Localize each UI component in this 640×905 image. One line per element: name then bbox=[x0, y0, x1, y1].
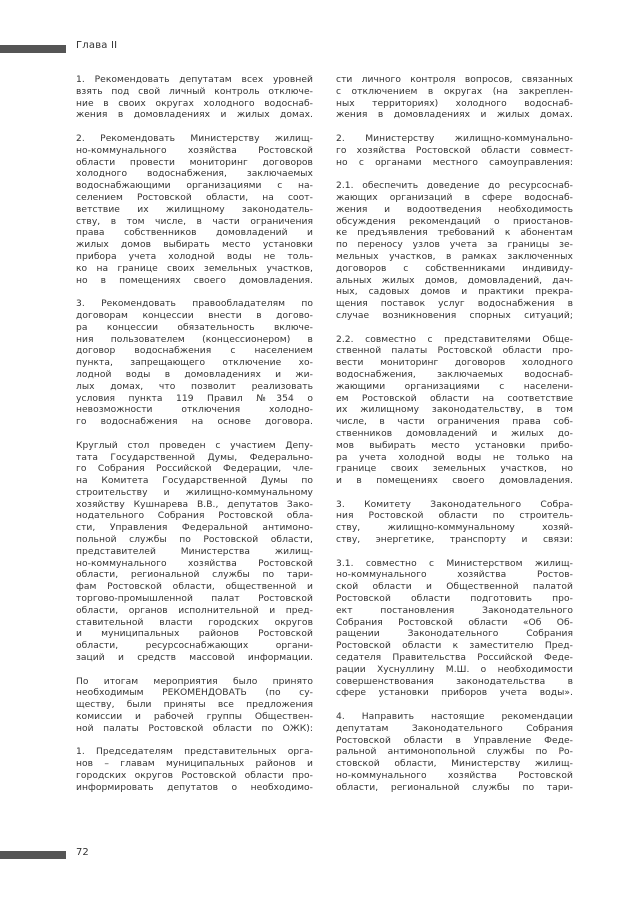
text-line: границе своих земельных участков, но bbox=[336, 464, 573, 475]
text-line: взять под свой личный контроль отключе- bbox=[76, 86, 313, 97]
text-line: водоснабжающими организациями с на- bbox=[76, 181, 313, 192]
text-line: селением Ростовской области, на соот- bbox=[76, 192, 313, 203]
text-line: Круглый стол проведен с участием Депу- bbox=[76, 440, 313, 451]
text-line: депутатам Законодательного Собрания bbox=[336, 723, 573, 734]
text-line: лых домах, что позволит реализовать bbox=[76, 381, 313, 392]
text-line: совершенствования законодательства в bbox=[336, 676, 573, 687]
text-line: ных территориях) холодного водоснаб- bbox=[336, 98, 573, 109]
text-line: договорам концессии внести в догово- bbox=[76, 310, 313, 321]
text-line: 2.1. обеспечить доведение до ресурсоснаб- bbox=[336, 181, 573, 192]
text-line: ветствие их жилищному законодатель- bbox=[76, 204, 313, 215]
text-line: заций и средств массовой информации. bbox=[76, 653, 313, 664]
text-line: 1. Председателям представительных орга- bbox=[76, 747, 313, 758]
text-line: стовской области, Министерству жилищ- bbox=[336, 759, 573, 770]
text-line: ставительной власти городских округов bbox=[76, 617, 313, 628]
header-decoration-bar bbox=[0, 45, 66, 53]
text-line: сти, Управления Федеральной антимоно- bbox=[76, 523, 313, 534]
text-line: торгово-промышленной палат Ростовской bbox=[76, 594, 313, 605]
text-line: строительству и жилищно-коммунальному bbox=[76, 487, 313, 498]
text-line: представителей Министерства жилищ- bbox=[76, 546, 313, 557]
text-line: обсуждения рекомендаций о приостанов- bbox=[336, 216, 573, 227]
text-line: жения и водоотведения необходимость bbox=[336, 204, 573, 215]
text-line: ра учета холодной воды не только на bbox=[336, 452, 573, 463]
text-line: вести мониторинг договоров холодного bbox=[336, 358, 573, 369]
text-line: ных, садовых домов и практики прекра- bbox=[336, 287, 573, 298]
page-number: 72 bbox=[76, 847, 89, 858]
text-line: нодательного Собрания Ростовской обла- bbox=[76, 511, 313, 522]
paragraph bbox=[336, 712, 573, 795]
text-line: Ростовской области к заместителю Пред- bbox=[336, 641, 573, 652]
text-line: 3. Комитету Законодательного Собра- bbox=[336, 499, 573, 510]
text-line: права собственников домовладений и bbox=[76, 228, 313, 239]
text-line: мов выбирать место установки прибо- bbox=[336, 440, 573, 451]
text-line: ственников домовладений и жилых до- bbox=[336, 428, 573, 439]
text-line: жающих организаций в сфере водоснаб- bbox=[336, 192, 573, 203]
text-line: ем Ростовской области на соответствие bbox=[336, 393, 573, 404]
text-line: информировать депутатов о необходимо- bbox=[76, 782, 313, 793]
text-line: 3. Рекомендовать правообладателям по bbox=[76, 299, 313, 310]
text-line: щения поставок услуг водоснабжения в bbox=[336, 299, 573, 310]
text-line: 2. Министерству жилищно-коммунально- bbox=[336, 133, 573, 144]
text-line: сти личного контроля вопросов, связанных bbox=[336, 75, 573, 85]
paragraph bbox=[336, 75, 573, 122]
text-line: польной службы по Ростовской области, bbox=[76, 535, 313, 546]
text-line: ра концессии обязательность включе- bbox=[76, 322, 313, 333]
text-line: но-коммунального хозяйства Ростовской bbox=[76, 558, 313, 569]
paragraph bbox=[76, 677, 313, 736]
text-line: прибора учета холодной воды не толь- bbox=[76, 251, 313, 262]
paragraph bbox=[76, 441, 313, 665]
text-line: ке предъявления требований к абонентам bbox=[336, 228, 573, 239]
paragraph bbox=[336, 134, 573, 169]
text-line: жения в домовладениях и жилых домах. bbox=[76, 110, 313, 121]
text-line: ственной палаты Ростовской области про- bbox=[336, 346, 573, 357]
text-line: и в помещениях своего домовладения. bbox=[336, 476, 573, 487]
text-line: городских округов Ростовской области про- bbox=[76, 771, 313, 782]
text-line: ществу, были приняты все предложения bbox=[76, 700, 313, 711]
text-line: на Комитета Государственной Думы по bbox=[76, 476, 313, 487]
paragraph bbox=[336, 181, 573, 323]
text-line: 1. Рекомендовать депутатам всех уровней bbox=[76, 75, 313, 85]
text-line: пункта, запрещающего отключение хо- bbox=[76, 358, 313, 369]
text-line: области, ресурсоснабжающих органи- bbox=[76, 641, 313, 652]
text-line: ния пользователем (концессионером) в bbox=[76, 334, 313, 345]
chapter-title: Глава II bbox=[76, 40, 118, 51]
text-line: 2. Рекомендовать Министерству жилищ- bbox=[76, 133, 313, 144]
text-line: нов – главам муниципальных районов и bbox=[76, 759, 313, 770]
text-line: 4. Направить настоящие рекомендации bbox=[336, 712, 573, 723]
text-line: комиссии и рабочей группы Обществен- bbox=[76, 712, 313, 723]
text-line: но-коммунального хозяйства Ростов- bbox=[336, 570, 573, 581]
text-line: жающими организациями с населени- bbox=[336, 381, 573, 392]
text-line: го хозяйства Ростовской области совмест- bbox=[336, 145, 573, 156]
text-line: ект постановления Законодательного bbox=[336, 605, 573, 616]
text-line: фам Ростовской области, общественной и bbox=[76, 582, 313, 593]
text-line: числе, в части ограничения права соб- bbox=[336, 417, 573, 428]
right-column bbox=[336, 75, 573, 806]
text-line: случае возникновения спорных ситуаций; bbox=[336, 310, 573, 321]
text-line: ко на границе своих земельных участков, bbox=[76, 263, 313, 274]
text-line: седателя Правительства Российской Феде- bbox=[336, 653, 573, 664]
paragraph bbox=[336, 335, 573, 488]
text-line: ной палаты Ростовской области по ОЖК): bbox=[76, 723, 313, 734]
text-line: сфере установки приборов учета воды». bbox=[336, 688, 573, 699]
text-line: го Собрания Российской Федерации, чле- bbox=[76, 464, 313, 475]
text-line: но с органами местного самоуправления: bbox=[336, 157, 573, 168]
text-line: области, региональной службы по тари- bbox=[336, 782, 573, 793]
text-line: водоснабжения, заключаемых водоснаб- bbox=[336, 369, 573, 380]
paragraph bbox=[336, 559, 573, 701]
text-line: области, органов исполнительной и пред- bbox=[76, 605, 313, 616]
text-line: области провести мониторинг договоров bbox=[76, 157, 313, 168]
left-column bbox=[76, 75, 313, 806]
text-line: необходимым РЕКОМЕНДОВАТЬ (по су- bbox=[76, 688, 313, 699]
text-line: лодной воды в домовладениях и жи- bbox=[76, 369, 313, 380]
text-line: условия пункта 119 Правил №354 о bbox=[76, 393, 313, 404]
text-line: ния Ростовской области по строитель- bbox=[336, 511, 573, 522]
text-line: тата Государственной Думы, Федерально- bbox=[76, 452, 313, 463]
text-line: альных жилых домов, домовладений, дач- bbox=[336, 275, 573, 286]
text-line: договоров с собственниками индивиду- bbox=[336, 263, 573, 274]
text-line: жения в домовладениях и жилых домах. bbox=[336, 110, 573, 121]
text-line: области, региональной службы по тари- bbox=[76, 570, 313, 581]
text-line: ской области и Общественной палатой bbox=[336, 582, 573, 593]
text-line: хозяйству Кушнарева В.В., депутатов Зако- bbox=[76, 499, 313, 510]
text-line: рации Хуснуллину М.Ш. о необходимости bbox=[336, 664, 573, 675]
text-line: и муниципальных районов Ростовской bbox=[76, 629, 313, 640]
text-line: ству, жилищно-коммунальному хозяй- bbox=[336, 523, 573, 534]
paragraph bbox=[76, 299, 313, 429]
text-line: с отключением в округах (на закреплен- bbox=[336, 86, 573, 97]
text-line: договор водоснабжения с населением bbox=[76, 346, 313, 357]
text-line: мельных участков, в рамках заключенных bbox=[336, 251, 573, 262]
text-line: ральной антимонопольной службы по Ро- bbox=[336, 747, 573, 758]
text-line: по переносу узлов учета за границы зе- bbox=[336, 240, 573, 251]
paragraph bbox=[76, 75, 313, 122]
text-line: холодного водоснабжения, заключаемых bbox=[76, 169, 313, 180]
paragraph bbox=[76, 134, 313, 287]
text-line: ращении Законодательного Собрания bbox=[336, 629, 573, 640]
text-line: Ростовской области в Управление Феде- bbox=[336, 735, 573, 746]
footer-decoration-bar bbox=[0, 851, 66, 859]
text-line: ству, в том числе, в части ограничения bbox=[76, 216, 313, 227]
text-line: 2.2. совместно с представителями Обще- bbox=[336, 334, 573, 345]
paragraph bbox=[336, 500, 573, 547]
text-line: ние в своих округах холодного водоснаб- bbox=[76, 98, 313, 109]
text-line: но в помещениях своего домовладения. bbox=[76, 275, 313, 286]
text-line: но-коммунального хозяйства Ростовской bbox=[76, 145, 313, 156]
text-line: го водоснабжения на основе договора. bbox=[76, 417, 313, 428]
paragraph bbox=[76, 747, 313, 794]
text-line: 3.1. совместно с Министерством жилищ- bbox=[336, 558, 573, 569]
text-line: Ростовской области подготовить про- bbox=[336, 594, 573, 605]
text-line: ству, энергетике, транспорту и связи: bbox=[336, 535, 573, 546]
text-line: жилых домов выбирать место установки bbox=[76, 240, 313, 251]
text-line: но-коммунального хозяйства Ростовской bbox=[336, 771, 573, 782]
text-line: невозможности отключения холодно- bbox=[76, 405, 313, 416]
text-line: По итогам мероприятия было принято bbox=[76, 676, 313, 687]
text-line: их жилищному законодательству, в том bbox=[336, 405, 573, 416]
text-line: Собрания Ростовской области «Об Об- bbox=[336, 617, 573, 628]
